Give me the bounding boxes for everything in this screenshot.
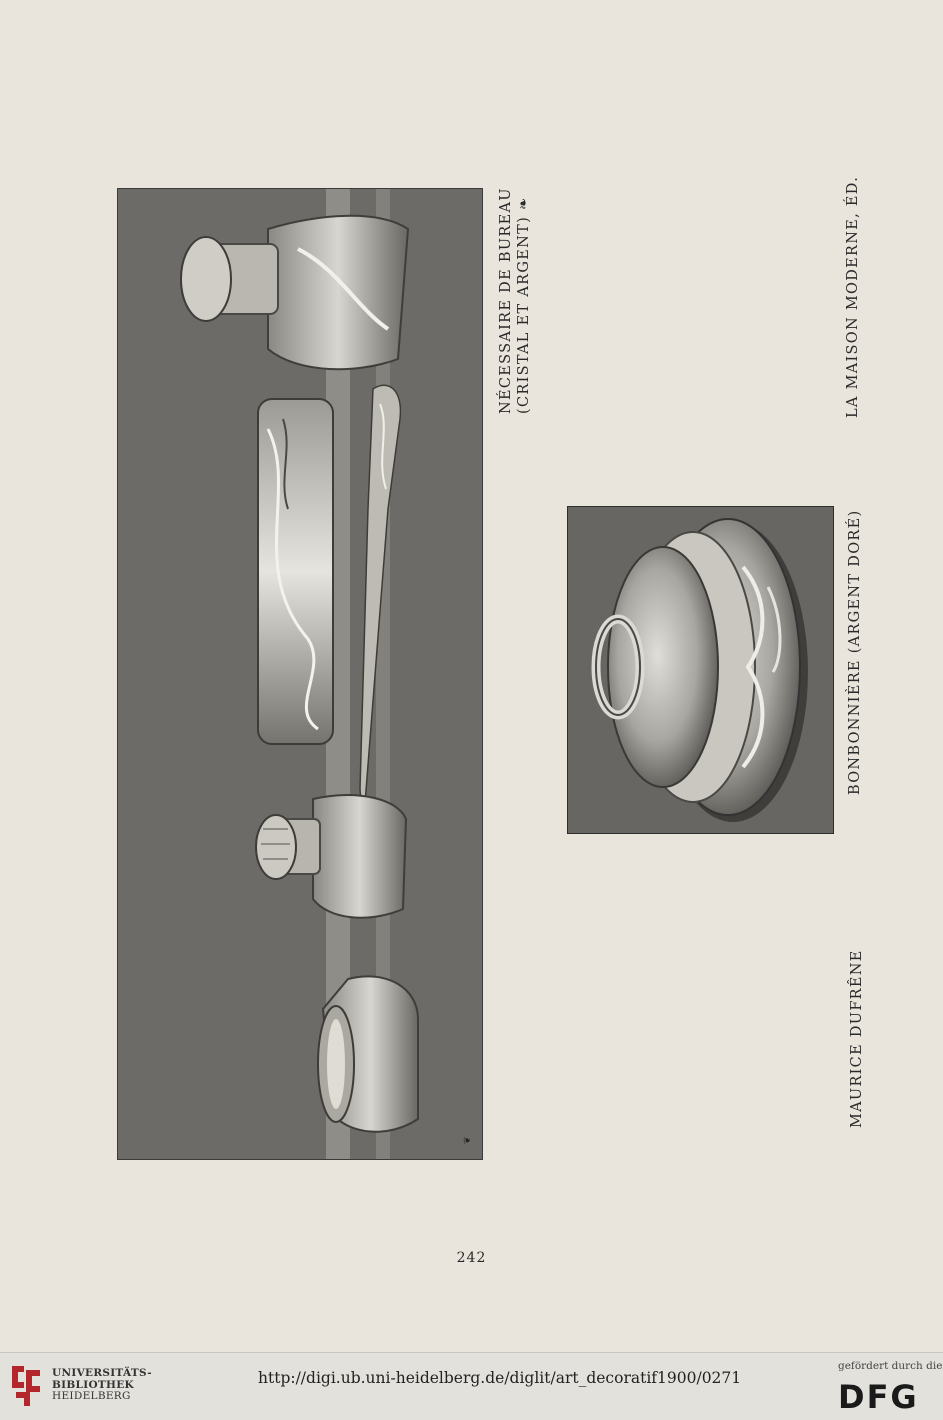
institution-line1: UNIVERSITÄTS- [52,1367,152,1379]
bonbonniere-photograph [567,506,834,834]
caption-artist: MAURICE DUFRÊNE [849,949,865,1128]
caption-title-line2: (CRISTAL ET ARGENT) ❧ [516,196,532,414]
desk-set-photograph [117,188,483,1160]
permalink-url[interactable]: http://digi.ub.uni-heidelberg.de/diglit/art_decoratif1900/0271 [258,1369,742,1387]
funding-note: gefördert durch die [838,1360,943,1372]
dfg-logo[interactable]: DFG [838,1378,919,1416]
pen-tray [258,399,333,744]
caption-necessaire-de-bureau [497,187,533,414]
open-glass-pot [318,976,418,1131]
caption-bonbonniere: BONBONNIÈRE (ARGENT DORÉ) [847,509,863,795]
university-library-name[interactable] [52,1368,152,1403]
page-number: 242 [456,1250,487,1266]
engraver-monogram: ❦ [463,1136,473,1144]
university-library-logo-icon[interactable] [10,1362,42,1408]
caption-title-line1: NÉCESSAIRE DE BUREAU [498,187,514,414]
institution-line2: BIBLIOTHEK [52,1378,134,1391]
institution-line3: HEIDELBERG [52,1390,131,1402]
caption-publisher: LA MAISON MODERNE, ÉD. [845,175,861,418]
